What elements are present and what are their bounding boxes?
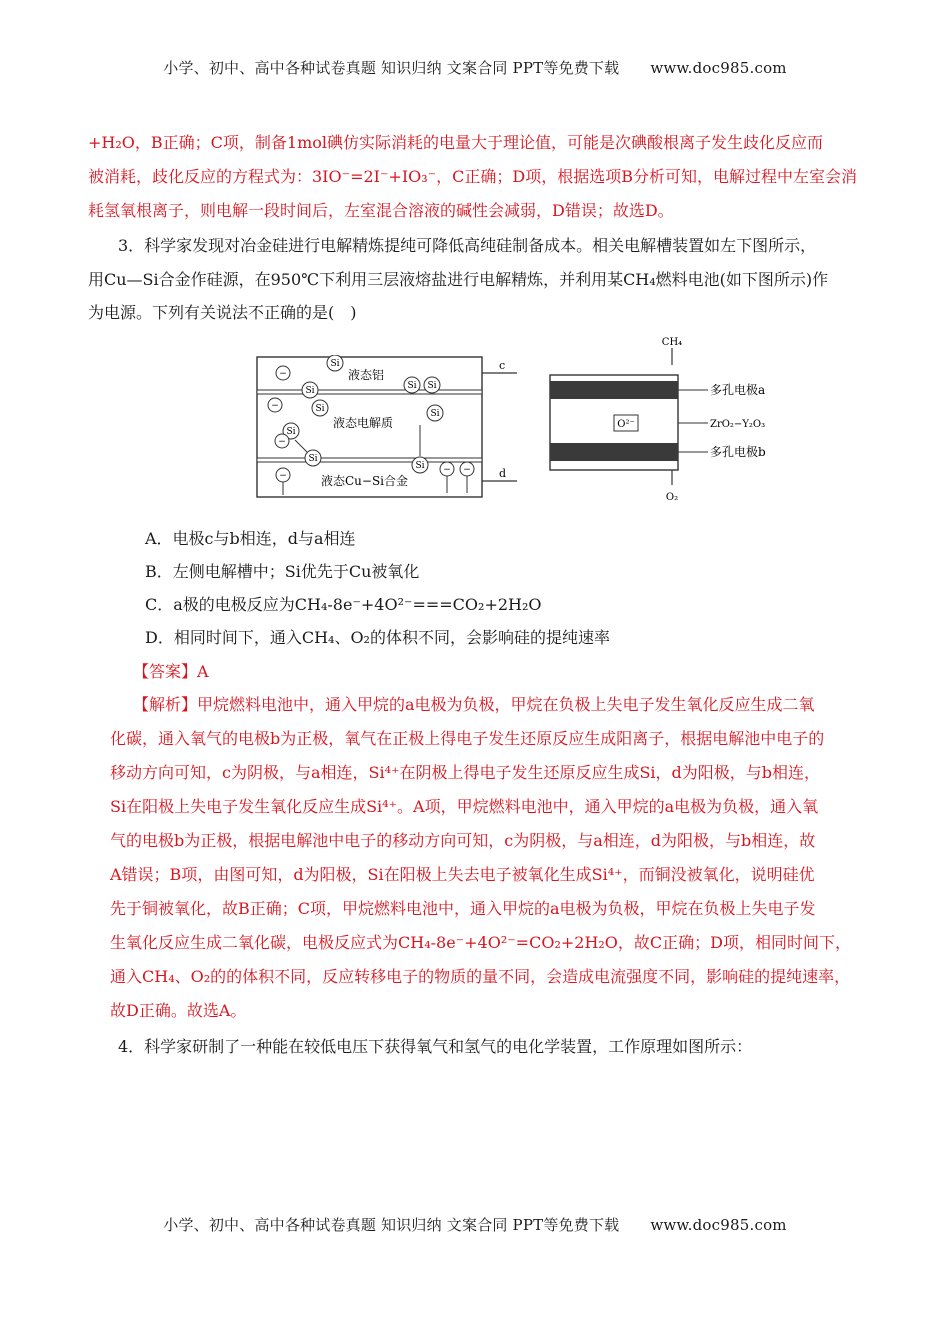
electron-sign: − [279,471,287,481]
page-header [0,57,950,78]
option-c: C．a极的电极反应为CH₄-8e⁻+4O²⁻===CO₂+2H₂O [145,595,542,614]
footer-url[interactable]: www.doc985.com [650,1216,787,1234]
explanation-line: 通入CH₄、O₂的的体积不同，反应转移电子的物质的量不同，会造成电流强度不同，影响硅的提纯速率， [110,967,851,986]
option-b: B．左侧电解槽中；Si优先于Cu被氧化 [145,562,420,581]
electrode-b-label: 多孔电极b [710,445,766,459]
question-stem-line: 为电源。下列有关说法不正确的是( ) [88,303,357,322]
si-label: Si [330,359,340,369]
explanation-line: 移动方向可知，c为阴极，与a相连，Si⁴⁺在阴极上得电子发生还原反应生成Si，d为阳极，与b相连， [110,763,821,782]
si-label: Si [308,454,318,464]
electrode-a [550,381,678,399]
electron-sign: − [443,465,451,475]
question-stem-line: 3．科学家发现对冶金硅进行电解精炼提纯可降低高纯硅制备成本。相关电解槽装置如左下图所示， [118,236,817,255]
si-label: Si [427,381,437,391]
fuel-cell-diagram [548,335,788,505]
prev-explanation-line: 耗氢氧根离子，则电解一段时间后，左室混合溶液的碱性会减弱，D错误；故选D。 [88,201,674,220]
explanation-line: 气的电极b为正极，根据电解池中电子的移动方向可知，c为阴极，与a相连，d为阳极，与b相连，故 [110,831,816,850]
electrode-a-label: 多孔电极a [710,383,766,397]
answer-label: 【答案】 [133,662,198,681]
prev-explanation-line: 被消耗，歧化反应的方程式为：3IO⁻=2I⁻+IO₃⁻，C正确；D项，根据选项B分析可知，电解过程中左室会消 [88,167,857,186]
si-label: Si [415,461,425,471]
question-stem-line: 用Cu—Si合金作硅源，在950℃下利用三层液熔盐进行电解精炼，并利用某CH₄燃料电池(如下图所示)作 [88,270,829,289]
layer-divider-top [257,390,482,394]
electron-sign: − [279,369,287,379]
electrolyte-label: ZrO₂−Y₂O₃ [710,419,766,430]
si-label: Si [286,427,296,437]
explanation-line: Si在阳极上失电子发生氧化反应生成Si⁴⁺。A项，甲烷燃料电池中，通入甲烷的a电极为负极，通入氧 [110,797,819,816]
layer-divider-bottom [257,458,482,462]
header-text: 小学、初中、高中各种试卷真题 知识归纳 文案合同 PPT等免费下载 [163,59,620,77]
question-4-stem: 4．科学家研制了一种能在较低电压下获得氧气和氢气的电化学装置，工作原理如图所示： [118,1037,753,1056]
o2-label: O₂ [665,492,679,503]
answer [133,655,209,689]
layer-mid-label: 液态电解质 [333,416,394,430]
prev-explanation-line: +H₂O，B正确；C项，制备1mol碘仿实际消耗的电量大于理论值，可能是次碘酸根离子发生歧化反应而 [88,133,823,152]
option-a: A．电极c与b相连，d与a相连 [145,529,356,548]
explanation-label: 【解析】 [133,695,198,714]
label-d: d [499,467,507,480]
si-label: Si [315,404,325,414]
footer-text: 小学、初中、高中各种试卷真题 知识归纳 文案合同 PPT等免费下载 [163,1216,620,1234]
electrode-b [550,443,678,461]
explanation-line [133,688,815,722]
explanation-line: A错误；B项，由图可知，d为阳极，Si在阳极上失去电子被氧化生成Si⁴⁺，而铜没被氧化，说明硅优 [110,865,815,884]
label-c: c [499,359,506,372]
o2-ion-label: O²⁻ [617,419,635,430]
explanation-line: 先于铜被氧化，故B正确；C项，甲烷燃料电池中，通入甲烷的a电极为负极，甲烷在负极上失电子发 [110,899,816,918]
header-url[interactable]: www.doc985.com [650,59,787,77]
si-label: Si [430,409,440,419]
ch4-label: CH₄ [661,337,683,348]
explanation-line: 化碳，通入氧气的电极b为正极，氧气在正极上得电子发生还原反应生成阳离子，根据电解池中电子的 [110,729,825,748]
electron-sign: − [278,437,286,447]
option-d: D．相同时间下，通入CH₄、O₂的体积不同，会影响硅的提纯速率 [145,628,610,647]
layer-bot-label: 液态Cu−Si合金 [321,474,409,488]
explanation-line: 生氧化反应生成二氧化碳，电极反应式为CH₄-8e⁻+4O²⁻=CO₂+2H₂O，故C正确；D项，相同时间下， [110,933,851,952]
si-label: Si [407,381,417,391]
explanation-text: 甲烷燃料电池中，通入甲烷的a电极为负极，甲烷在负极上失电子发生氧化反应生成二氧 [197,695,815,714]
si-label: Si [305,386,315,396]
answer-value: A [197,662,209,681]
electron-sign: − [271,401,279,411]
electrolysis-cell-diagram [255,355,520,500]
page-footer [0,1214,950,1235]
electron-sign: − [463,465,471,475]
explanation-line: 故D正确。故选A。 [110,1001,247,1020]
layer-top-label: 液态铝 [348,368,385,382]
